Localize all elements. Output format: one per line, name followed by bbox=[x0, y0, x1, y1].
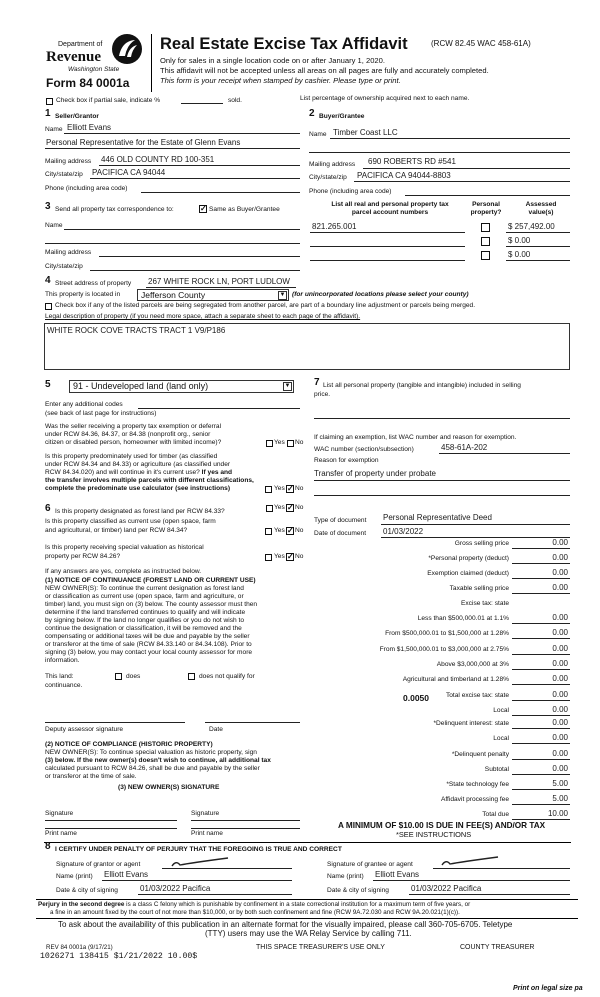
grantee-name-label: Name (print) bbox=[327, 873, 364, 880]
seller-name-line bbox=[64, 133, 300, 134]
continuance-label: continuance. bbox=[45, 682, 83, 689]
header-note-3: This form is your receipt when stamped by cashier. Please type or print. bbox=[160, 76, 401, 85]
assessed-2-field[interactable]: $ 0.00 bbox=[508, 236, 531, 245]
perjury-text: is a class C felony which is punishable by confinement in a state correctional institution for a maximum term of five years, or bbox=[124, 901, 471, 908]
parcel-col-head-1: List all real and personal property tax bbox=[331, 201, 449, 208]
deputy-label: Deputy assessor signature bbox=[45, 726, 124, 733]
personal-property-2-checkbox[interactable] bbox=[481, 237, 490, 246]
owner-signature-label: Signature bbox=[45, 810, 74, 817]
q-exemption-3: citizen or disabled person, homeowner with limited income)? bbox=[45, 439, 222, 446]
yes-label: Yes bbox=[274, 527, 285, 534]
section-5-number: 5 bbox=[45, 379, 51, 390]
section-3-number: 3 bbox=[45, 201, 51, 212]
yes-label: Yes bbox=[274, 504, 285, 511]
assessed-1-line bbox=[506, 232, 570, 233]
doc-date-label: Date of document bbox=[314, 530, 367, 537]
certify-statement: I CERTIFY UNDER PENALTY OF PERJURY THAT THE FOREGOING IS TRUE AND CORRECT bbox=[55, 846, 342, 853]
compliance-line: calculated pursuant to RCW 84.26, shall be due and payable by the seller bbox=[45, 765, 260, 772]
continuance-line: signing (3) below, you may contact your local county assessor for more bbox=[45, 649, 253, 656]
no-label: No bbox=[295, 553, 304, 560]
continuance-line: determine if the land transferred continues to qualify and will indicate bbox=[45, 609, 246, 616]
doc-date-line bbox=[381, 537, 570, 538]
reason-field[interactable]: Transfer of property under probate bbox=[314, 469, 436, 478]
perjury-line-2: a fine in an amount fixed by the court of not more than $10,000, or by both such confinement and fine (RCW 9A.72.030 and RCW 9A.20.021(1)(c)). bbox=[50, 909, 460, 916]
partial-sale-label: Check box if partial sale, indicate % bbox=[56, 97, 161, 104]
tax-row-label: Exemption claimed (deduct) bbox=[427, 570, 509, 577]
tax-row-line bbox=[512, 759, 570, 760]
tax-row-line bbox=[512, 623, 570, 624]
section-2-number: 2 bbox=[309, 108, 315, 119]
form-title: Real Estate Excise Tax Affidavit bbox=[160, 35, 408, 53]
tax-row-label: Agricultural and timberland at 1.28% bbox=[402, 676, 509, 683]
tax-row-line bbox=[512, 578, 570, 579]
legal-desc-value: WHITE ROCK COVE TRACTS TRACT 1 V9/P186 bbox=[47, 326, 226, 335]
forest-no-checkbox[interactable]: ✓ bbox=[287, 503, 294, 512]
compliance-line: NEW OWNER(S): To continue special valuation as historic property, sign bbox=[45, 749, 257, 756]
county-treasurer-label: COUNTY TREASURER bbox=[460, 944, 535, 951]
q-historic-2: property per RCW 84.26? bbox=[45, 553, 121, 560]
assessed-3-field[interactable]: $ 0.00 bbox=[508, 250, 531, 259]
chevron-down-icon: ▼ bbox=[279, 292, 286, 298]
this-land-label: This land: bbox=[45, 673, 74, 680]
section-7-number: 7 bbox=[314, 377, 320, 388]
price-label: price. bbox=[314, 391, 331, 398]
tax-row-value[interactable]: 0.00 bbox=[552, 733, 568, 742]
corr-city-label: City/state/zip bbox=[45, 263, 83, 270]
header-note-2: This affidavit will not be accepted unless all areas on all pages are fully and accurately completed. bbox=[160, 66, 489, 75]
section-8-divider bbox=[44, 842, 571, 843]
add-codes-label: Enter any additional codes bbox=[45, 401, 123, 408]
q-exemption-1: Was the seller receiving a property tax exemption or deferral bbox=[45, 423, 222, 430]
no-label: No bbox=[295, 504, 304, 511]
tax-row-label: Total excise tax: state bbox=[445, 692, 509, 699]
owner-print-label: Print name bbox=[45, 830, 77, 837]
q-timber-2: under RCW 84.34 and 84.33) or agriculture (as classified under bbox=[45, 461, 231, 468]
q-exemption-2: under RCW 84.36, 84.37, or 84.38 (nonprofit org., senior bbox=[45, 431, 211, 438]
corr-mail-label: Mailing address bbox=[45, 249, 92, 256]
if-any-note: If any answers are yes, complete as instructed below. bbox=[45, 568, 202, 575]
buyer-mail-label: Mailing address bbox=[309, 161, 356, 168]
partial-sale-checkbox[interactable] bbox=[46, 98, 53, 105]
yes-label: Yes bbox=[274, 553, 285, 560]
form-number: Form 84 0001a bbox=[46, 76, 130, 90]
doc-type-label: Type of document bbox=[314, 517, 367, 524]
personal-property-1-checkbox[interactable] bbox=[481, 223, 490, 232]
washington-state: Washington State bbox=[68, 66, 120, 73]
personal-property-3-checkbox[interactable] bbox=[481, 251, 490, 260]
tax-row-value[interactable]: 0.00 bbox=[552, 553, 568, 562]
q-timber-4: the transfer involves multiple parcels with different classifications, bbox=[45, 477, 254, 484]
tax-row-line bbox=[512, 715, 570, 716]
seller-city-label: City/state/zip bbox=[45, 171, 83, 178]
q-timber-3 bbox=[45, 469, 232, 477]
rcw-reference: (RCW 82.45 WAC 458-61A) bbox=[431, 39, 531, 48]
tax-row-value[interactable]: 5.00 bbox=[552, 779, 568, 788]
q-timber-1: Is this property predominately used for timber (as classified bbox=[45, 453, 218, 460]
footer-divider bbox=[36, 899, 578, 900]
continuance-line: timber) land, you must sign on (3) below. The county assessor must then bbox=[45, 601, 258, 608]
grantee-date-label: Date & city of signing bbox=[327, 887, 389, 894]
continuance-line: NEW OWNER(S): To continue the current designation as forest land bbox=[45, 585, 244, 592]
ownership-note: List percentage of ownership acquired next to each name. bbox=[300, 95, 470, 102]
buyer-mail-field[interactable]: 690 ROBERTS RD #541 bbox=[368, 157, 456, 166]
tax-row-label: *Delinquent interest: state bbox=[433, 720, 509, 727]
grantee-date-line bbox=[409, 894, 570, 895]
seller-mail-field[interactable]: 446 OLD COUNTY RD 100-351 bbox=[101, 155, 215, 164]
tax-row-value[interactable]: 0.00 bbox=[552, 764, 568, 773]
tax-row-label: *State technology fee bbox=[446, 781, 509, 788]
no-label: No bbox=[295, 439, 304, 446]
tax-row-line bbox=[512, 669, 570, 670]
tax-row-value[interactable]: 0.00 bbox=[552, 568, 568, 577]
see-back-label: (see back of last page for instructions) bbox=[45, 410, 157, 417]
exemption-yes-checkbox[interactable] bbox=[266, 440, 273, 447]
street-label: Street address of property bbox=[55, 280, 132, 287]
grantee-name-line bbox=[373, 880, 570, 881]
owner-print-label: Print name bbox=[191, 830, 223, 837]
seller-city-line bbox=[90, 178, 300, 179]
header-note-1: Only for sales in a single location code on or after January 1, 2020. bbox=[160, 56, 385, 65]
owner-signature-field-2[interactable] bbox=[191, 820, 300, 821]
yes-label: Yes bbox=[274, 485, 285, 492]
footer-divider-2 bbox=[36, 918, 578, 919]
located-label: This property is located in bbox=[45, 291, 121, 298]
grantor-signature-label: Signature of grantor or agent bbox=[56, 861, 141, 868]
tax-row-value[interactable]: 0.00 bbox=[552, 749, 568, 758]
buyer-city-field[interactable]: PACIFICA CA 94044-8803 bbox=[357, 171, 451, 180]
tax-row-line bbox=[512, 654, 570, 655]
assessed-3-line bbox=[506, 260, 570, 261]
tax-row-value[interactable]: 0.00 bbox=[552, 674, 568, 683]
local-rate: 0.0050 bbox=[403, 693, 429, 703]
continuance-line: by signing below. If the land no longer qualifies or you do not wish to bbox=[45, 617, 245, 624]
grantor-name-field[interactable]: Elliott Evans bbox=[104, 870, 149, 879]
q-timber-3-text: RCW 84.34.020) and will continue in it's current use? bbox=[45, 469, 200, 476]
header-divider bbox=[151, 34, 152, 92]
owner-signature-label: Signature bbox=[191, 810, 220, 817]
q-timber-5: complete the predominate use calculator (see instructions) bbox=[45, 485, 231, 492]
current-use-no-checkbox[interactable]: ✓ bbox=[287, 526, 294, 535]
forest-yes-checkbox[interactable] bbox=[266, 505, 273, 512]
deputy-date-label: Date bbox=[209, 726, 223, 733]
doc-date-field[interactable]: 01/03/2022 bbox=[383, 527, 424, 536]
does-qualify-checkbox[interactable] bbox=[115, 673, 122, 680]
grantor-name-line bbox=[102, 880, 292, 881]
tax-row-label: Local bbox=[493, 707, 509, 714]
historic-yes-checkbox[interactable] bbox=[265, 554, 272, 561]
tax-row-label: From $1,500,000.01 to $3,000,000 at 2.75% bbox=[379, 646, 509, 653]
buyer-phone-field[interactable] bbox=[405, 195, 570, 196]
availability-line-2: (TTY) users may use the WA Relay Service by calling 711. bbox=[205, 929, 412, 938]
q-current-use-2: and agricultural, or timber) land per RCW 84.34? bbox=[45, 527, 188, 534]
department-of: Department of bbox=[58, 41, 103, 48]
seller-phone-label: Phone (including area code) bbox=[45, 185, 128, 192]
print-legal-note: Print on legal size pa bbox=[513, 985, 583, 992]
q-timber-3-bold: If yes and bbox=[201, 469, 233, 476]
segregated-label: Check box if any of the listed parcels are being segregated from another parcel, are part of a boundary line adjustment or parcels being merged. bbox=[55, 302, 476, 309]
continuance-line: or transferor at the time of sale (RCW 84.33.140 or 84.34.108). Prior to bbox=[45, 641, 252, 648]
buyer-mail-line bbox=[363, 168, 570, 169]
exemption-no-checkbox[interactable] bbox=[287, 440, 294, 447]
tax-row-line bbox=[512, 684, 570, 685]
revision-label: REV 84 0001a (9/17/21) bbox=[46, 944, 113, 951]
same-as-buyer-label: Same as Buyer/Grantee bbox=[209, 206, 280, 213]
seller-phone-field[interactable] bbox=[141, 192, 300, 193]
tax-row-value[interactable]: 0.00 bbox=[552, 705, 568, 714]
tax-row-line bbox=[512, 638, 570, 639]
personal-property-label: List all personal property (tangible and intangible) included in selling bbox=[323, 382, 521, 389]
buyer-heading: Buyer/Grantee bbox=[319, 113, 365, 120]
legal-desc-box[interactable] bbox=[44, 323, 570, 370]
grantee-signature-icon bbox=[440, 855, 500, 869]
tax-row-line bbox=[512, 789, 570, 790]
county-select[interactable] bbox=[137, 289, 289, 301]
tax-row-value[interactable]: 0.00 bbox=[552, 659, 568, 668]
seller-name2-field[interactable]: Personal Representative for the Estate of Glenn Evans bbox=[46, 138, 241, 147]
seller-name2-line bbox=[45, 148, 300, 149]
tax-row-label: Gross selling price bbox=[454, 540, 509, 547]
dor-logo-icon bbox=[110, 32, 144, 66]
buyer-name-line bbox=[330, 138, 570, 139]
does-not-label: does not qualify for bbox=[199, 673, 255, 680]
county-select-value: Jefferson County bbox=[141, 290, 206, 300]
historic-no-checkbox[interactable]: ✓ bbox=[287, 552, 294, 561]
segregated-checkbox[interactable] bbox=[45, 303, 52, 310]
buyer-name2-field[interactable] bbox=[309, 152, 570, 153]
owner-signature-field-1[interactable] bbox=[45, 820, 177, 821]
personal-col-head-1: Personal bbox=[472, 201, 500, 208]
q-current-use-1: Is this property classified as current use (open space, farm bbox=[45, 518, 216, 525]
tax-row-line bbox=[512, 774, 570, 775]
grantor-signature-icon bbox=[170, 856, 230, 870]
see-instructions: *SEE INSTRUCTIONS bbox=[396, 830, 472, 839]
section-4-number: 4 bbox=[45, 275, 51, 286]
continuance-line: compensating or additional taxes will be due and payable by the seller bbox=[45, 633, 250, 640]
tax-row-line bbox=[512, 700, 570, 701]
tax-row-value[interactable]: 0.00 bbox=[552, 583, 568, 592]
no-label: No bbox=[295, 485, 304, 492]
assessed-col-head-2: value(s) bbox=[528, 209, 554, 216]
tax-row-value[interactable]: 0.00 bbox=[552, 718, 568, 727]
wac-label: WAC number (section/subsection) bbox=[314, 446, 414, 453]
section-8-number: 8 bbox=[45, 841, 51, 852]
tax-row-label: Local bbox=[493, 735, 509, 742]
wac-field[interactable]: 458-61A-202 bbox=[441, 443, 488, 452]
seller-mail-line bbox=[99, 165, 300, 166]
add-codes-field[interactable] bbox=[138, 408, 300, 409]
doc-type-line bbox=[381, 524, 570, 525]
tax-row-label: Subtotal bbox=[484, 766, 509, 773]
tax-row-line bbox=[512, 548, 570, 549]
grantor-name-label: Name (print) bbox=[56, 873, 93, 880]
buyer-name-field[interactable]: Timber Coast LLC bbox=[333, 128, 398, 137]
correspondence-label: Send all property tax correspondence to: bbox=[55, 206, 174, 213]
owner-print-field-1[interactable] bbox=[45, 828, 177, 829]
new-owner-signature-head: (3) NEW OWNER(S) SIGNATURE bbox=[118, 784, 220, 791]
corr-mail-field[interactable] bbox=[99, 256, 300, 257]
grantee-signature-label: Signature of grantee or agent bbox=[327, 861, 413, 868]
corr-city-field[interactable] bbox=[90, 270, 300, 271]
minimum-notice: A MINIMUM OF $10.00 IS DUE IN FEE(S) AND/OR TAX bbox=[338, 821, 546, 830]
compliance-line: (3) below. If the new owner(s) doesn't wish to continue, all additional tax bbox=[45, 757, 271, 764]
grantor-date-line bbox=[138, 894, 292, 895]
does-label: does bbox=[126, 673, 141, 680]
tax-row-label: Taxable selling price bbox=[449, 585, 509, 592]
buyer-phone-label: Phone (including area code) bbox=[309, 188, 392, 195]
assessed-1-field[interactable]: $ 257,492.00 bbox=[508, 222, 555, 231]
seller-name-label: Name bbox=[45, 126, 63, 133]
legal-desc-label: Legal description of property (if you need more space, attach a separate sheet to each page of the affidavit). bbox=[45, 313, 361, 320]
q-historic-1: Is this property receiving special valuation as historical bbox=[45, 544, 204, 551]
parcel-1-line bbox=[310, 232, 465, 233]
parcel-3-field[interactable] bbox=[310, 260, 465, 261]
tax-row-line bbox=[512, 728, 570, 729]
perjury-bold: Perjury in the second degree bbox=[38, 901, 125, 908]
cashier-stamp: 1026271 138415 $1/21/2022 10.00$ bbox=[40, 952, 198, 961]
street-field[interactable]: 267 WHITE ROCK LN, PORT LUDLOW bbox=[148, 277, 290, 286]
land-use-select[interactable] bbox=[69, 380, 294, 393]
tax-row-line bbox=[512, 593, 570, 594]
county-note: (for unincorporated locations please select your county) bbox=[292, 291, 469, 298]
continuance-line: or classification as current use (open space, farm and agriculture, or bbox=[45, 593, 244, 600]
parcel-2-field[interactable] bbox=[310, 246, 465, 247]
tax-row-label: From $500,000.01 to $1,500,000 at 1.28% bbox=[385, 630, 509, 637]
treasurer-use-label: THIS SPACE TREASURER'S USE ONLY bbox=[256, 944, 385, 951]
current-use-yes-checkbox[interactable] bbox=[265, 528, 272, 535]
owner-print-field-2[interactable] bbox=[191, 828, 300, 829]
deputy-signature-field[interactable] bbox=[45, 722, 185, 723]
tax-row-value[interactable]: 0.00 bbox=[552, 690, 568, 699]
timber-yes-checkbox[interactable] bbox=[265, 486, 272, 493]
section-6-number: 6 bbox=[45, 503, 51, 514]
assessed-2-line bbox=[506, 246, 570, 247]
buyer-name-label: Name bbox=[309, 131, 327, 138]
tax-row-value[interactable]: 0.00 bbox=[552, 538, 568, 547]
tax-row-label: *Delinquent penalty bbox=[451, 751, 509, 758]
does-not-qualify-checkbox[interactable] bbox=[188, 673, 195, 680]
buyer-city-line bbox=[354, 181, 570, 182]
continuance-line: continue the designation or classification, it will be removed and the bbox=[45, 625, 242, 632]
corr-name-field[interactable] bbox=[64, 229, 300, 230]
assessed-col-head-1: Assessed bbox=[525, 201, 557, 208]
corr-name-label: Name bbox=[45, 222, 63, 229]
seller-heading: Seller/Grantor bbox=[55, 113, 99, 120]
grantor-date-field[interactable]: 01/03/2022 Pacifica bbox=[140, 884, 211, 893]
tax-row-label: Affidavit processing fee bbox=[440, 796, 509, 803]
tax-row-value[interactable]: 0.00 bbox=[552, 644, 568, 653]
revenue-wordmark: Revenue bbox=[46, 49, 101, 65]
reason-line-2[interactable] bbox=[314, 495, 570, 496]
reason-label: Reason for exemption bbox=[314, 457, 379, 464]
parcel-col-head-2: parcel account numbers bbox=[351, 209, 429, 216]
personal-property-field[interactable] bbox=[314, 418, 570, 419]
exemption-label: If claiming an exemption, list WAC number and reason for exemption. bbox=[314, 434, 517, 441]
seller-city-field[interactable]: PACIFICA CA 94044 bbox=[92, 168, 166, 177]
compliance-line: or transferor at the time of sale. bbox=[45, 773, 137, 780]
availability-line-1: To ask about the availability of this publication in an alternate format for the visually impaired, please call 360-705-6705. Teletype bbox=[58, 920, 513, 929]
tax-row-label: Excise tax: state bbox=[460, 600, 509, 607]
parcel-1-field[interactable]: 821.265.001 bbox=[312, 222, 357, 231]
buyer-city-label: City/state/zip bbox=[309, 174, 347, 181]
grantor-date-label: Date & city of signing bbox=[56, 887, 118, 894]
tax-row-label: *Personal property (deduct) bbox=[428, 555, 509, 562]
wac-line bbox=[439, 453, 570, 454]
doc-type-field[interactable]: Personal Representative Deed bbox=[383, 513, 492, 522]
no-label: No bbox=[295, 527, 304, 534]
notice-continuance-head: (1) NOTICE OF CONTINUANCE (FOREST LAND OR CURRENT USE) bbox=[45, 577, 256, 584]
tax-row-value[interactable]: 5.00 bbox=[552, 794, 568, 803]
tax-row-label: Less than $500,000.01 at 1.1% bbox=[417, 615, 509, 622]
tax-row-value[interactable]: 10.00 bbox=[547, 809, 568, 818]
seller-name-field[interactable]: Elliott Evans bbox=[67, 123, 112, 132]
yes-label: Yes bbox=[274, 439, 285, 446]
tax-row-label: Above $3,000,000 at 3% bbox=[436, 661, 509, 668]
tax-row-value[interactable]: 0.00 bbox=[552, 628, 568, 637]
tax-row-line bbox=[512, 804, 570, 805]
land-use-value: 91 - Undeveloped land (land only) bbox=[73, 381, 209, 391]
seller-mail-label: Mailing address bbox=[45, 158, 92, 165]
tax-row-value[interactable]: 0.00 bbox=[552, 613, 568, 622]
same-as-buyer-checkbox[interactable]: ✓ bbox=[200, 204, 207, 213]
street-line bbox=[146, 287, 296, 288]
grantee-date-field[interactable]: 01/03/2022 Pacifica bbox=[411, 884, 482, 893]
sold-label: sold. bbox=[228, 97, 242, 104]
tax-row-label: Total due bbox=[482, 811, 509, 818]
q-forest: Is this property designated as forest land per RCW 84.33? bbox=[55, 508, 225, 515]
continuance-line: information. bbox=[45, 657, 80, 664]
notice-compliance-head: (2) NOTICE OF COMPLIANCE (HISTORIC PROPERTY) bbox=[45, 741, 213, 748]
personal-col-head-2: property? bbox=[470, 209, 502, 216]
reason-line bbox=[314, 480, 570, 481]
section-1-number: 1 bbox=[45, 108, 51, 119]
tax-row-line bbox=[512, 563, 570, 564]
corr-name2-field[interactable] bbox=[45, 243, 300, 244]
partial-percent-field[interactable] bbox=[181, 103, 223, 104]
timber-no-checkbox[interactable]: ✓ bbox=[287, 484, 294, 493]
deputy-date-field[interactable] bbox=[205, 722, 300, 723]
tax-row-line bbox=[512, 743, 570, 744]
grantee-name-field[interactable]: Elliott Evans bbox=[375, 870, 420, 879]
chevron-down-icon: ▼ bbox=[284, 383, 291, 389]
tax-row-line bbox=[512, 819, 570, 820]
perjury-line-1 bbox=[38, 901, 470, 909]
